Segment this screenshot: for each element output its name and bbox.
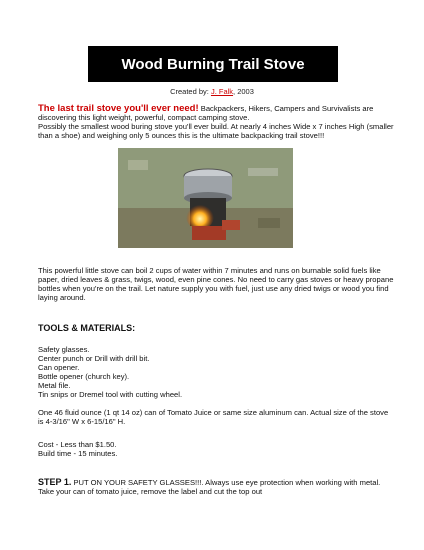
- list-item: Tin snips or Dremel tool with cutting wheel.: [38, 390, 183, 399]
- stove-photo: [118, 148, 293, 248]
- description-paragraph: This powerful little stove can boil 2 cups of water within 7 minutes and runs on burnable solid fuels like paper, dried leaves & grass, twigs, wood, even pine cones. No need to carry gas stoves or heavy propane bottles when you're on the trail. Let nature supply you with fuel, just use any dried twigs or wood you find laying around.: [38, 266, 394, 302]
- intro-paragraph: [38, 104, 394, 140]
- can-note: One 46 fluid ounce (1 qt 14 oz) can of Tomato Juice or same size aluminum can. Actual size of the stove is 4-3/16" W x 6-15/16" H.: [38, 408, 389, 426]
- cost-info: [38, 440, 394, 458]
- list-item: Bottle opener (church key).: [38, 372, 130, 381]
- step-1-label: STEP 1.: [38, 477, 72, 487]
- build-time: Build time - 15 minutes.: [38, 449, 118, 458]
- tools-heading: TOOLS & MATERIALS:: [38, 323, 136, 333]
- list-item: Safety glasses.: [38, 345, 90, 354]
- list-item: Center punch or Drill with drill bit.: [38, 354, 150, 363]
- intro-lead: Backpackers, Hikers, Campers and Survivalists are discovering this light weight, powerful, compact camping stove.: [38, 104, 374, 122]
- list-item: Can opener.: [38, 363, 80, 372]
- tools-list: [38, 345, 394, 399]
- step-1-text: PUT ON YOUR SAFETY GLASSES!!!. Always use eye protection when working with metal. Take your can of tomato juice, remove the label and cut the top out: [38, 478, 381, 496]
- step-1: [38, 478, 394, 496]
- credit-prefix: Created by:: [170, 87, 209, 96]
- credit-line: [0, 87, 424, 96]
- intro-headline: The last trail stove you'll ever need!: [38, 103, 199, 114]
- list-item: Metal file.: [38, 381, 71, 390]
- cost: Cost - Less than $1.50.: [38, 440, 117, 449]
- author-link[interactable]: J. Falk: [210, 87, 234, 96]
- intro-body: Possibly the smallest wood buring stove you'll ever build. At nearly 4 inches Wide x 7 inches High (smaller than a shoe) and weighing only 5 ounces this is the ultimate backpacking trail stove!!!: [38, 122, 394, 140]
- page-title: Wood Burning Trail Stove: [88, 46, 338, 82]
- credit-suffix: , 2003: [233, 87, 254, 96]
